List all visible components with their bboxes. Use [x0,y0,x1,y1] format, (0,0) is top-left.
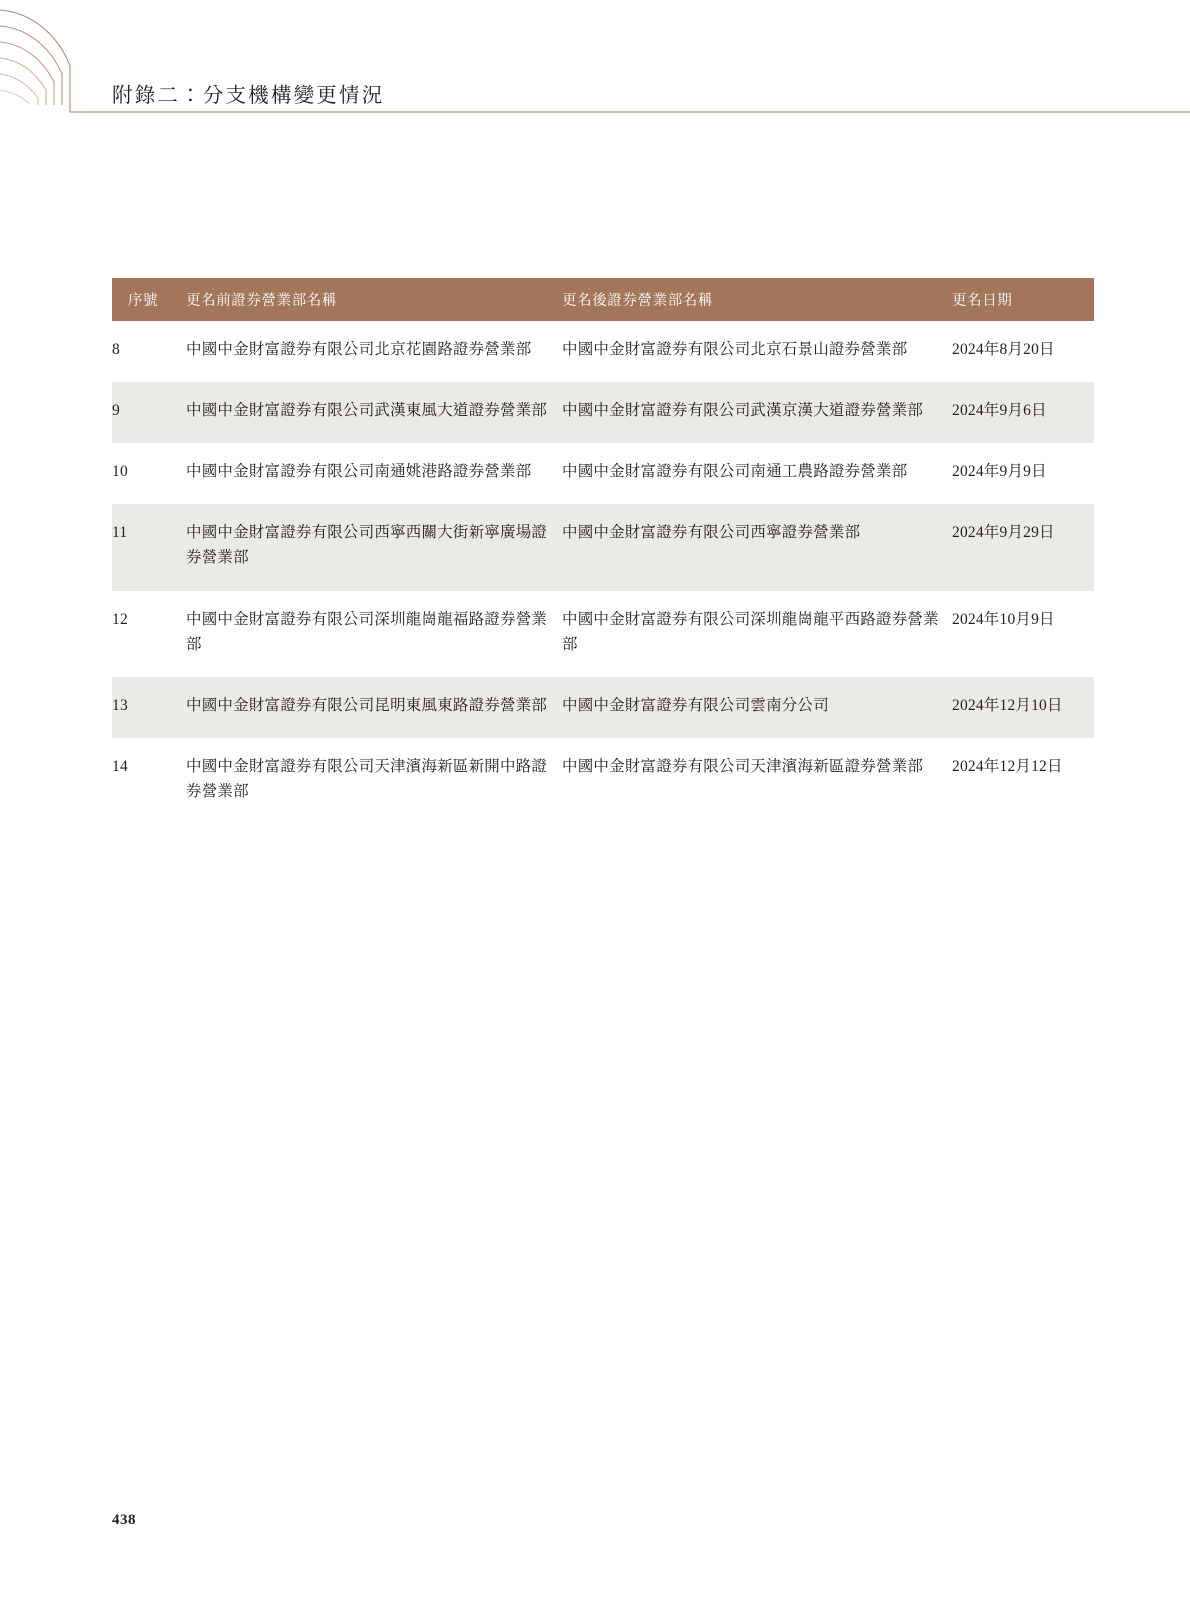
cell-old-name: 中國中金財富證券有限公司西寧西關大街新寧廣場證券營業部 [186,504,562,590]
table-row [112,677,1094,738]
cell-new-name: 中國中金財富證券有限公司雲南分公司 [562,677,952,738]
cell-new-name: 中國中金財富證券有限公司北京石景山證券營業部 [562,341,908,358]
column-header-date: 更名日期 [952,278,1094,321]
table-row [112,321,1094,382]
cell-old-name: 中國中金財富證券有限公司北京花園路證券營業部 [186,341,532,358]
cell-no: 12 [112,610,128,628]
cell-date: 2024年9月29日 [952,504,1094,590]
page-number: 438 [112,1512,136,1528]
cell-old-name: 中國中金財富證券有限公司南通姚港路證券營業部 [186,463,532,481]
page-header [0,78,1190,138]
cell-old-name: 中國中金財富證券有限公司昆明東風東路證券營業部 [186,677,562,738]
branch-rename-table [112,278,1094,824]
cell-old-name: 中國中金財富證券有限公司天津濱海新區新開中路證券營業部 [186,757,548,800]
cell-no: 9 [112,382,186,443]
cell-new-name: 中國中金財富證券有限公司天津濱海新區證券營業部 [562,757,924,775]
cell-old-name: 中國中金財富證券有限公司武漢東風大道證券營業部 [186,382,562,443]
branch-rename-table-container [112,278,1078,824]
cell-no: 13 [112,677,186,738]
cell-date: 2024年12月12日 [952,757,1063,775]
cell-no: 10 [112,463,128,481]
table-row [112,443,1094,504]
cell-new-name: 中國中金財富證券有限公司西寧證券營業部 [562,504,952,590]
cell-date: 2024年12月10日 [952,677,1094,738]
column-header-old-name: 更名前證券營業部名稱 [186,278,562,321]
cell-date: 2024年8月20日 [952,341,1055,358]
cell-no: 11 [112,504,186,590]
table-row [112,738,1094,824]
cell-no: 14 [112,757,128,775]
table-row [112,591,1094,677]
table-row [112,382,1094,443]
table-header [112,278,1094,321]
cell-no: 8 [112,341,120,358]
page-title: 附錄二：分支機構變更情況 [112,85,385,107]
column-header-new-name: 更名後證券營業部名稱 [562,278,952,321]
cell-new-name: 中國中金財富證券有限公司深圳龍崗龍平西路證券營業部 [562,610,939,653]
table-body [112,321,1094,824]
cell-new-name: 中國中金財富證券有限公司武漢京漢大道證券營業部 [562,382,952,443]
cell-date: 2024年9月9日 [952,463,1047,481]
cell-date: 2024年9月6日 [952,382,1094,443]
column-header-no: 序號 [112,278,186,321]
table-row [112,504,1094,590]
cell-date: 2024年10月9日 [952,610,1055,628]
table-header-row [112,278,1094,321]
cell-new-name: 中國中金財富證券有限公司南通工農路證券營業部 [562,463,908,481]
cell-old-name: 中國中金財富證券有限公司深圳龍崗龍福路證券營業部 [186,610,548,653]
